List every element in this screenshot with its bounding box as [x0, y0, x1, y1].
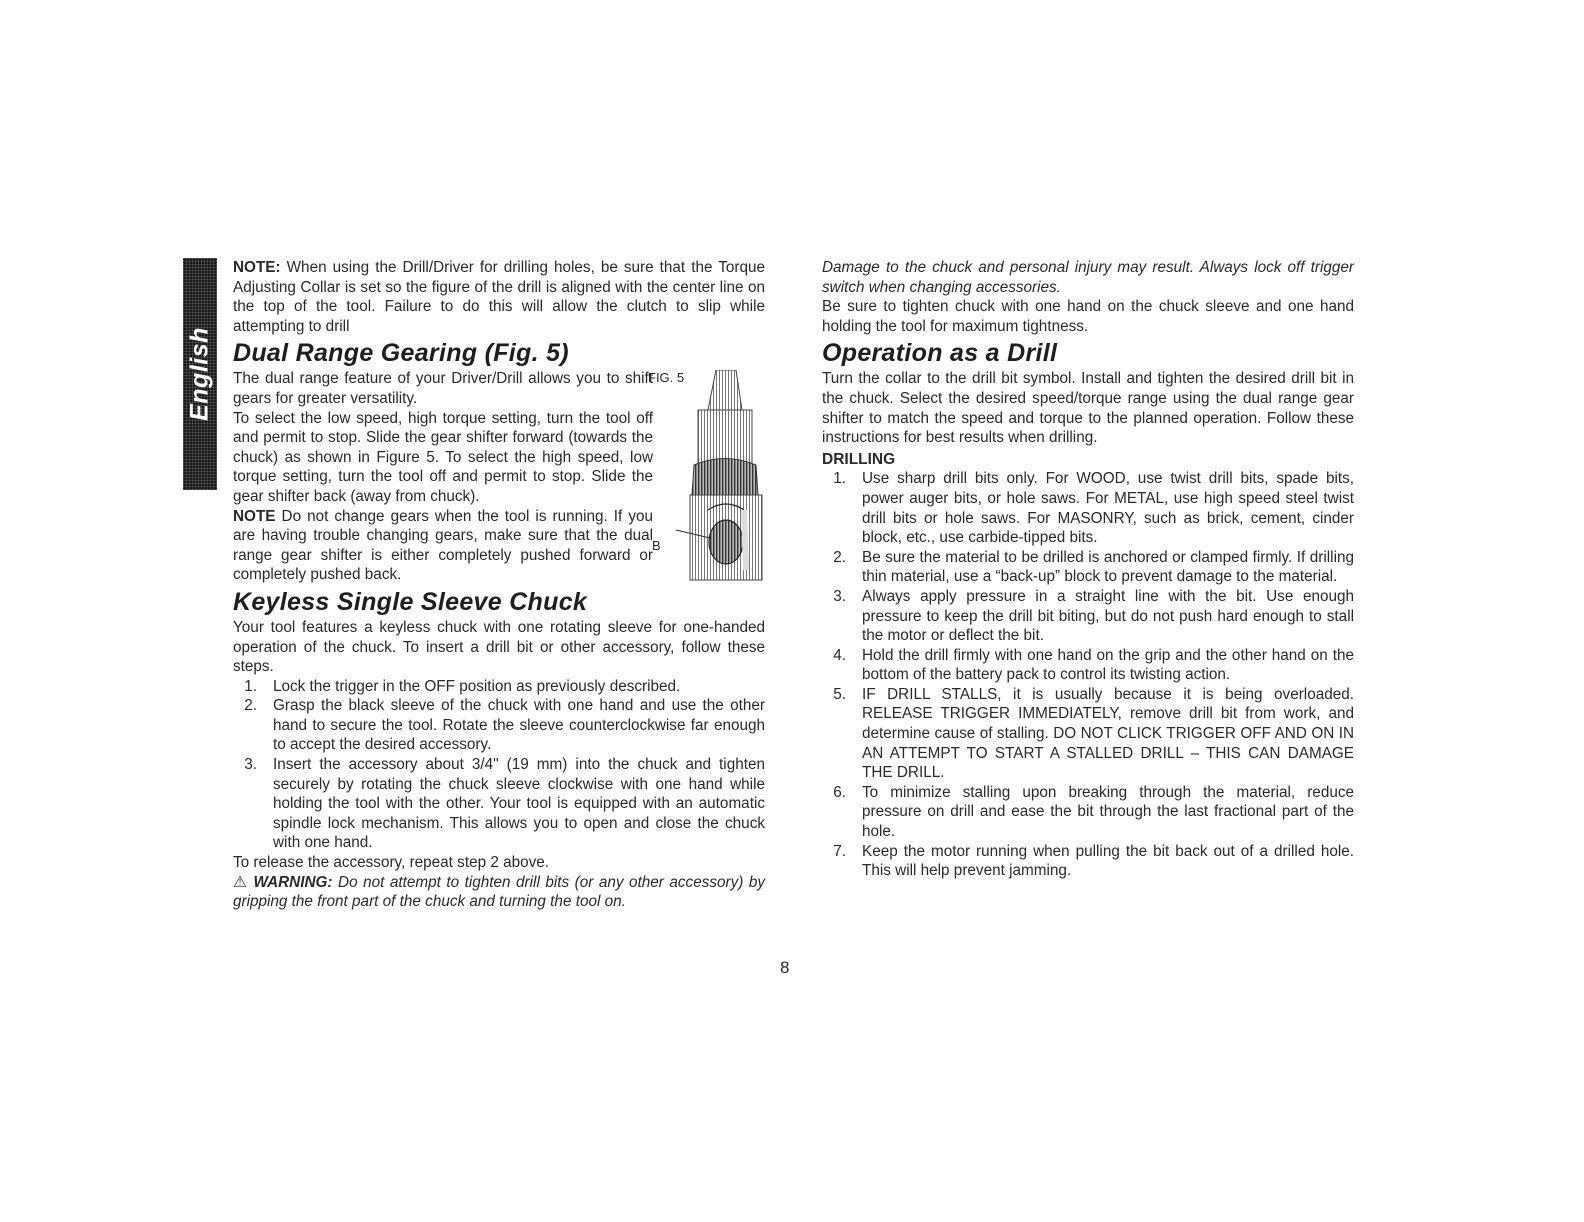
list-item [822, 842, 1354, 881]
step-number: 2. [833, 548, 846, 566]
language-tab-label: English [185, 327, 214, 421]
step-number: 2. [244, 697, 257, 715]
list-item [822, 783, 1354, 842]
dual-range-heading: Dual Range Gearing (Fig. 5) [233, 339, 569, 368]
operation-heading: Operation as a Drill [822, 339, 1058, 368]
list-item [233, 677, 765, 697]
release-text: To release the accessory, repeat step 2 above. [233, 854, 550, 872]
tighten-text: Be sure to tighten chuck with one hand on the chuck sleeve and one hand holding the tool for maximum tightness. [822, 298, 1354, 335]
step-text: Hold the drill firmly with one hand on the grip and the other hand on the bottom of the battery pack to control its twisting action. [862, 646, 1354, 684]
step-text: Insert the accessory about 3/4" (19 mm) into the chuck and tighten securely by rotating the chuck sleeve clockwise with one hand while holding the tool with the other. Your tool is equipped with an automatic spindle lock mechanism. This allows you to open and close the chuck with one hand. [273, 756, 765, 852]
dual-range-paragraph-1: The dual range feature of your Driver/Drill allows you to shift gears for greater versatility. [233, 370, 653, 407]
step-text: Keep the motor running when pulling the bit back out of a drilled hole. This will help prevent jamming. [862, 842, 1354, 880]
step-number: 1. [244, 677, 257, 695]
drilling-heading: DRILLING [822, 450, 896, 468]
warning-paragraph [233, 873, 765, 912]
list-item [822, 587, 1354, 646]
list-item [822, 646, 1354, 685]
warning-label: WARNING: [253, 873, 333, 891]
dual-range-text [233, 369, 653, 585]
step-text: To minimize stalling upon breaking through the material, reduce pressure on drill and ease the bit through the last fractional part of the hole. [862, 783, 1354, 841]
warning-continuation: Damage to the chuck and personal injury may result. Always lock off trigger switch when changing accessories. [822, 259, 1354, 296]
dual-range-note [233, 507, 653, 585]
step-number: 1. [833, 470, 846, 488]
step-text: Always apply pressure in a straight line with the bit. Use enough pressure to keep the drill bit biting, but do not push hard enough to stall the motor or deflect the bit. [862, 587, 1354, 645]
step-number: 7. [833, 842, 846, 860]
page-number: 8 [780, 958, 790, 977]
drilling-steps-list [822, 469, 1354, 880]
keyless-steps-list [233, 677, 765, 853]
step-number: 5. [833, 685, 846, 703]
warning-text: Do not attempt to tighten drill bits (or any other accessory) by gripping the front part of the chuck and turning the tool on. [233, 873, 766, 911]
step-number: 6. [833, 783, 846, 801]
list-item [822, 685, 1354, 783]
step-text: Grasp the black sleeve of the chuck with one hand and use the other hand to secure the tool. Rotate the sleeve counterclockwise far enough to accept the desired accessory. [273, 697, 765, 754]
note2-text: Do not change gears when the tool is running. If you are having trouble changing gears, make sure that the dual range gear shifter is either completely pushed forward or completely pushed back. [233, 507, 653, 584]
note-paragraph [233, 258, 765, 336]
note-text: When using the Drill/Driver for drilling holes, be sure that the Torque Adjusting Collar is set so the figure of the drill is aligned with the center line on the top of the tool. Failure to do this will allow the clutch to slip while attempting to drill [233, 259, 765, 335]
figure-callout-b: B [652, 538, 661, 553]
language-tab [183, 258, 217, 490]
operation-text: Turn the collar to the drill bit symbol. Install and tighten the desired drill bit in the chuck. Select the desired speed/torque range using the dual range gear shifter to match the speed and torque to the planned operation. Follow these instructions for best results when drilling. [822, 370, 1354, 447]
list-item [822, 469, 1354, 547]
figure-5 [648, 370, 768, 602]
dual-range-paragraph-2: To select the low speed, high torque setting, turn the tool off and permit to stop. Slide the gear shifter forward (towards the chuck) as shown in Figure 5. To select the high speed, low torque setting, turn the tool off and permit to stop. Slide the gear shifter back (away from chuck). [233, 409, 653, 505]
keyless-chuck-heading: Keyless Single Sleeve Chuck [233, 587, 588, 616]
step-text: Lock the trigger in the OFF position as previously described. [273, 677, 681, 695]
list-item [233, 755, 765, 853]
drill-illustration-icon [668, 370, 763, 590]
list-item [822, 548, 1354, 587]
step-text: Use sharp drill bits only. For WOOD, use twist drill bits, spade bits, power auger bits, or hole saws. For METAL, use high speed steel twist drill bits or hole saws. For MASONRY, such as brick, cement, cinder block, etc., use carbide-tipped bits. [862, 470, 1354, 547]
right-column [822, 258, 1354, 881]
note-label: NOTE: [233, 259, 281, 276]
step-number: 3. [244, 756, 257, 774]
warning-icon: ⚠ [233, 873, 248, 891]
figure-label: FIG. 5 [648, 370, 685, 385]
keyless-intro: Your tool features a keyless chuck with one rotating sleeve for one-handed operation of the chuck. To insert a drill bit or other accessory, follow these steps. [233, 618, 765, 676]
step-text: IF DRILL STALLS, it is usually because it is being overloaded. RELEASE TRIGGER IMMEDIATELY, remove drill bit from work, and determine cause of stalling. DO NOT CLICK TRIGGER OFF AND ON IN AN ATTEMPT TO START A STALLED DRILL – THIS CAN DAMAGE THE DRILL. [862, 685, 1354, 782]
note2-label: NOTE [233, 507, 276, 525]
step-text: Be sure the material to be drilled is anchored or clamped firmly. If drilling thin material, use a “back-up” block to prevent damage to the material. [862, 548, 1354, 586]
step-number: 3. [833, 587, 846, 605]
list-item [233, 696, 765, 755]
step-number: 4. [833, 646, 846, 664]
